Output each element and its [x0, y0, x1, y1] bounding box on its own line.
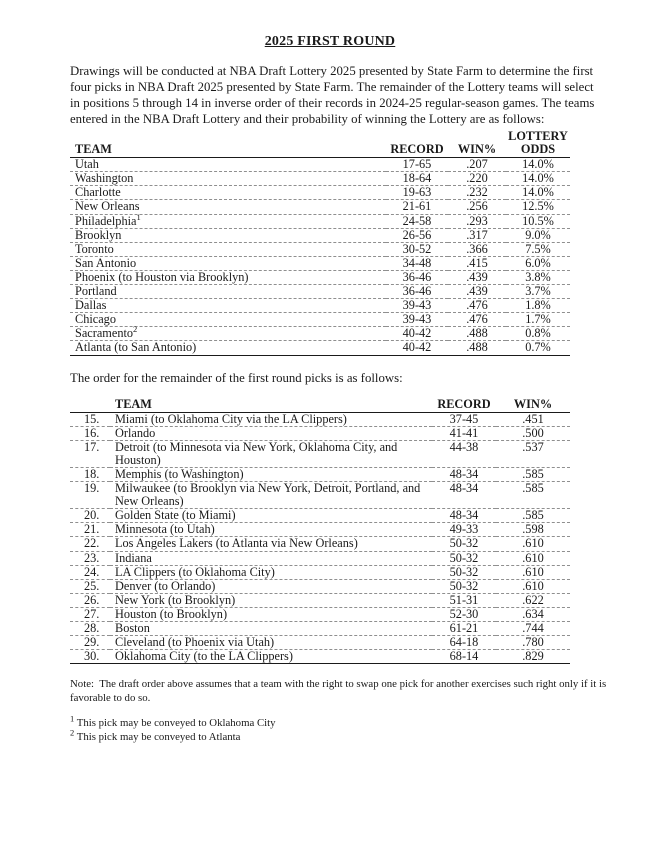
pick-number-cell: 26.: [70, 593, 110, 607]
remainder-table-row: [70, 440, 570, 467]
lottery-table-row: [70, 270, 570, 284]
pick-number-cell: 18.: [70, 467, 110, 481]
win-pct-cell: .451: [496, 412, 570, 426]
record-cell: 39-43: [386, 299, 448, 313]
team-cell: New York (to Brooklyn): [110, 593, 432, 607]
lottery-odds-header-line1: LOTTERY: [508, 129, 568, 143]
lottery-table-row: [70, 242, 570, 256]
record-cell: 49-33: [432, 523, 496, 537]
record-cell: 50-32: [432, 565, 496, 579]
pick-number-cell: 22.: [70, 537, 110, 551]
record-cell: 21-61: [386, 200, 448, 214]
footnote-2-marker: 2: [70, 727, 75, 738]
team-cell: Boston: [110, 622, 432, 636]
team-cell: Orlando: [110, 426, 432, 440]
pick-number-cell: 25.: [70, 579, 110, 593]
remainder-table-header: [70, 398, 570, 413]
team-cell: Washington: [70, 172, 386, 186]
lottery-table-row: [70, 341, 570, 355]
record-column-header: RECORD: [432, 398, 496, 413]
win-pct-cell: .439: [448, 285, 506, 299]
record-cell: 52-30: [432, 607, 496, 621]
footnote-1: [70, 713, 660, 731]
lottery-odds-header-line2: ODDS: [506, 143, 570, 158]
remainder-header-row: [70, 398, 570, 413]
win-pct-cell: .744: [496, 622, 570, 636]
page-title: 2025 FIRST ROUND: [264, 34, 396, 49]
team-cell: Indiana: [110, 551, 432, 565]
pick-number-cell: 30.: [70, 650, 110, 664]
remainder-table-row: [70, 636, 570, 650]
lottery-odds-cell: 3.7%: [506, 285, 570, 299]
lottery-table-row: [70, 299, 570, 313]
remainder-paragraph: The order for the remainder of the first round picks is as follows:: [70, 370, 403, 385]
record-cell: 39-43: [386, 313, 448, 327]
record-cell: 44-38: [432, 440, 496, 467]
team-cell: Detroit (to Minnesota via New York, Oklahoma City, and Houston): [110, 440, 432, 467]
record-cell: 50-32: [432, 551, 496, 565]
footnotes: [70, 713, 660, 744]
team-cell: Houston (to Brooklyn): [110, 607, 432, 621]
record-column-header: RECORD: [386, 143, 448, 158]
win-pct-cell: .439: [448, 270, 506, 284]
record-cell: 48-34: [432, 482, 496, 509]
team-cell: Toronto: [70, 242, 386, 256]
win-pct-cell: .610: [496, 565, 570, 579]
win-pct-cell: .207: [448, 158, 506, 172]
record-cell: 61-21: [432, 622, 496, 636]
team-cell: Philadelphia$^1$: [70, 214, 386, 228]
remainder-table-row: [70, 579, 570, 593]
win-pct-cell: .634: [496, 607, 570, 621]
win-pct-cell: .488: [448, 327, 506, 341]
record-cell: 36-46: [386, 270, 448, 284]
footnote-1-marker: 1: [70, 713, 75, 724]
team-column-header: TEAM: [110, 398, 432, 413]
record-cell: 26-56: [386, 228, 448, 242]
record-cell: 18-64: [386, 172, 448, 186]
lottery-table-row: [70, 186, 570, 200]
team-cell: Utah: [70, 158, 386, 172]
lottery-odds-cell: 12.5%: [506, 200, 570, 214]
team-cell: Minnesota (to Utah): [110, 523, 432, 537]
record-cell: 50-32: [432, 537, 496, 551]
remainder-table-row: [70, 523, 570, 537]
remainder-table-row: [70, 426, 570, 440]
lottery-odds-cell: 0.8%: [506, 327, 570, 341]
pick-number-cell: 19.: [70, 482, 110, 509]
win-pct-cell: .488: [448, 341, 506, 355]
win-pct-cell: .585: [496, 482, 570, 509]
lottery-header-row: [70, 143, 570, 158]
lottery-header-row-top: [70, 129, 570, 143]
lottery-table-row: [70, 228, 570, 242]
team-cell: Portland: [70, 285, 386, 299]
win-pct-cell: .585: [496, 467, 570, 481]
team-cell: Cleveland (to Phoenix via Utah): [110, 636, 432, 650]
footnote-2: [70, 727, 660, 745]
win-pct-cell: .829: [496, 650, 570, 664]
remainder-table-row: [70, 593, 570, 607]
pick-number-cell: 16.: [70, 426, 110, 440]
pick-number-cell: 29.: [70, 636, 110, 650]
record-cell: 17-65: [386, 158, 448, 172]
team-cell: Chicago: [70, 313, 386, 327]
remainder-table-row: [70, 537, 570, 551]
lottery-table-row: [70, 158, 570, 172]
record-cell: 68-14: [432, 650, 496, 664]
footnote-marker: 2: [133, 324, 138, 335]
pick-number-cell: 24.: [70, 565, 110, 579]
remainder-table-row: [70, 622, 570, 636]
team-cell: Los Angeles Lakers (to Atlanta via New Orleans): [110, 537, 432, 551]
team-cell: Memphis (to Washington): [110, 467, 432, 481]
pick-number-cell: 28.: [70, 622, 110, 636]
team-cell: Charlotte: [70, 186, 386, 200]
lottery-table-row: [70, 200, 570, 214]
win-pct-cell: .256: [448, 200, 506, 214]
win-pct-column-header: WIN%: [496, 398, 570, 413]
win-pct-cell: .780: [496, 636, 570, 650]
team-cell: San Antonio: [70, 256, 386, 270]
record-cell: 24-58: [386, 214, 448, 228]
lottery-odds-cell: 10.5%: [506, 214, 570, 228]
record-cell: 41-41: [432, 426, 496, 440]
lottery-table-header: [70, 129, 570, 158]
remainder-table-row: [70, 482, 570, 509]
pick-number-cell: 15.: [70, 412, 110, 426]
win-pct-cell: .476: [448, 299, 506, 313]
record-cell: 37-45: [432, 412, 496, 426]
record-cell: 51-31: [432, 593, 496, 607]
record-cell: 30-52: [386, 242, 448, 256]
record-cell: 19-63: [386, 186, 448, 200]
remainder-table-row: [70, 551, 570, 565]
record-cell: 40-42: [386, 327, 448, 341]
lottery-table-row: [70, 256, 570, 270]
remainder-table-row: [70, 509, 570, 523]
footnote-marker: 1: [136, 211, 141, 222]
pick-number-cell: 17.: [70, 440, 110, 467]
team-cell: Denver (to Orlando): [110, 579, 432, 593]
win-pct-cell: .622: [496, 593, 570, 607]
pick-number-cell: 27.: [70, 607, 110, 621]
remainder-table-body: [70, 412, 570, 664]
team-cell: Atlanta (to San Antonio): [70, 341, 386, 355]
remainder-table-row: [70, 412, 570, 426]
pick-number-cell: 23.: [70, 551, 110, 565]
note-text: Note: The draft order above assumes that a team with the right to swap one pick for another exercises such right only if it is favorable to do so.: [70, 678, 609, 704]
lottery-odds-cell: 14.0%: [506, 186, 570, 200]
lottery-table-row: [70, 313, 570, 327]
win-pct-cell: .610: [496, 579, 570, 593]
win-pct-cell: .232: [448, 186, 506, 200]
remainder-picks-table: [70, 398, 570, 665]
team-cell: Golden State (to Miami): [110, 509, 432, 523]
team-cell: Sacramento$^2$: [70, 327, 386, 341]
footnote-2-text: This pick may be conveyed to Atlanta: [76, 730, 241, 743]
lottery-odds-cell: 14.0%: [506, 158, 570, 172]
lottery-table-row: [70, 172, 570, 186]
win-pct-cell: .220: [448, 172, 506, 186]
win-pct-cell: .598: [496, 523, 570, 537]
win-pct-cell: .610: [496, 551, 570, 565]
record-cell: 64-18: [432, 636, 496, 650]
team-cell: Milwaukee (to Brooklyn via New York, Detroit, Portland, and New Orleans): [110, 482, 432, 509]
record-cell: 48-34: [432, 509, 496, 523]
record-cell: 48-34: [432, 467, 496, 481]
lottery-odds-cell: 1.7%: [506, 313, 570, 327]
win-pct-column-header: WIN%: [448, 143, 506, 158]
remainder-table-row: [70, 467, 570, 481]
remainder-table-row: [70, 650, 570, 664]
record-cell: 36-46: [386, 285, 448, 299]
intro-paragraph: Drawings will be conducted at NBA Draft Lottery 2025 presented by State Farm to determine the first four picks in NBA Draft 2025 presented by State Farm. The remainder of the Lottery teams will select in positions 5 through 14 in inverse order of their records in 2024-25 regular-season games. The teams entered in the NBA Draft Lottery and their probability of winning the Lottery are as follows:: [70, 64, 595, 126]
footnote-1-text: This pick may be conveyed to Oklahoma City: [76, 717, 276, 730]
team-cell: LA Clippers (to Oklahoma City): [110, 565, 432, 579]
lottery-table-body: [70, 158, 570, 355]
lottery-odds-cell: 3.8%: [506, 270, 570, 284]
record-cell: 50-32: [432, 579, 496, 593]
win-pct-cell: .585: [496, 509, 570, 523]
lottery-table-row: [70, 327, 570, 341]
win-pct-cell: .500: [496, 426, 570, 440]
remainder-table-row: [70, 565, 570, 579]
team-cell: New Orleans: [70, 200, 386, 214]
team-cell: Phoenix (to Houston via Brooklyn): [70, 270, 386, 284]
team-column-header: TEAM: [70, 143, 386, 158]
win-pct-cell: .476: [448, 313, 506, 327]
team-cell: Dallas: [70, 299, 386, 313]
lottery-table-row: [70, 214, 570, 228]
win-pct-cell: .366: [448, 242, 506, 256]
lottery-odds-cell: 9.0%: [506, 228, 570, 242]
lottery-table-row: [70, 285, 570, 299]
record-cell: 40-42: [386, 341, 448, 355]
team-cell: Oklahoma City (to the LA Clippers): [110, 650, 432, 664]
pick-number-cell: 21.: [70, 523, 110, 537]
record-cell: 34-48: [386, 256, 448, 270]
team-cell: Miami (to Oklahoma City via the LA Clippers): [110, 412, 432, 426]
lottery-odds-cell: 1.8%: [506, 299, 570, 313]
lottery-odds-table: [70, 129, 570, 356]
win-pct-cell: .317: [448, 228, 506, 242]
pick-number-cell: 20.: [70, 509, 110, 523]
lottery-odds-cell: 6.0%: [506, 256, 570, 270]
team-cell: Brooklyn: [70, 228, 386, 242]
remainder-table-row: [70, 607, 570, 621]
lottery-odds-cell: 14.0%: [506, 172, 570, 186]
win-pct-cell: .537: [496, 440, 570, 467]
lottery-odds-cell: 7.5%: [506, 242, 570, 256]
lottery-odds-cell: 0.7%: [506, 341, 570, 355]
win-pct-cell: .415: [448, 256, 506, 270]
win-pct-cell: .610: [496, 537, 570, 551]
win-pct-cell: .293: [448, 214, 506, 228]
